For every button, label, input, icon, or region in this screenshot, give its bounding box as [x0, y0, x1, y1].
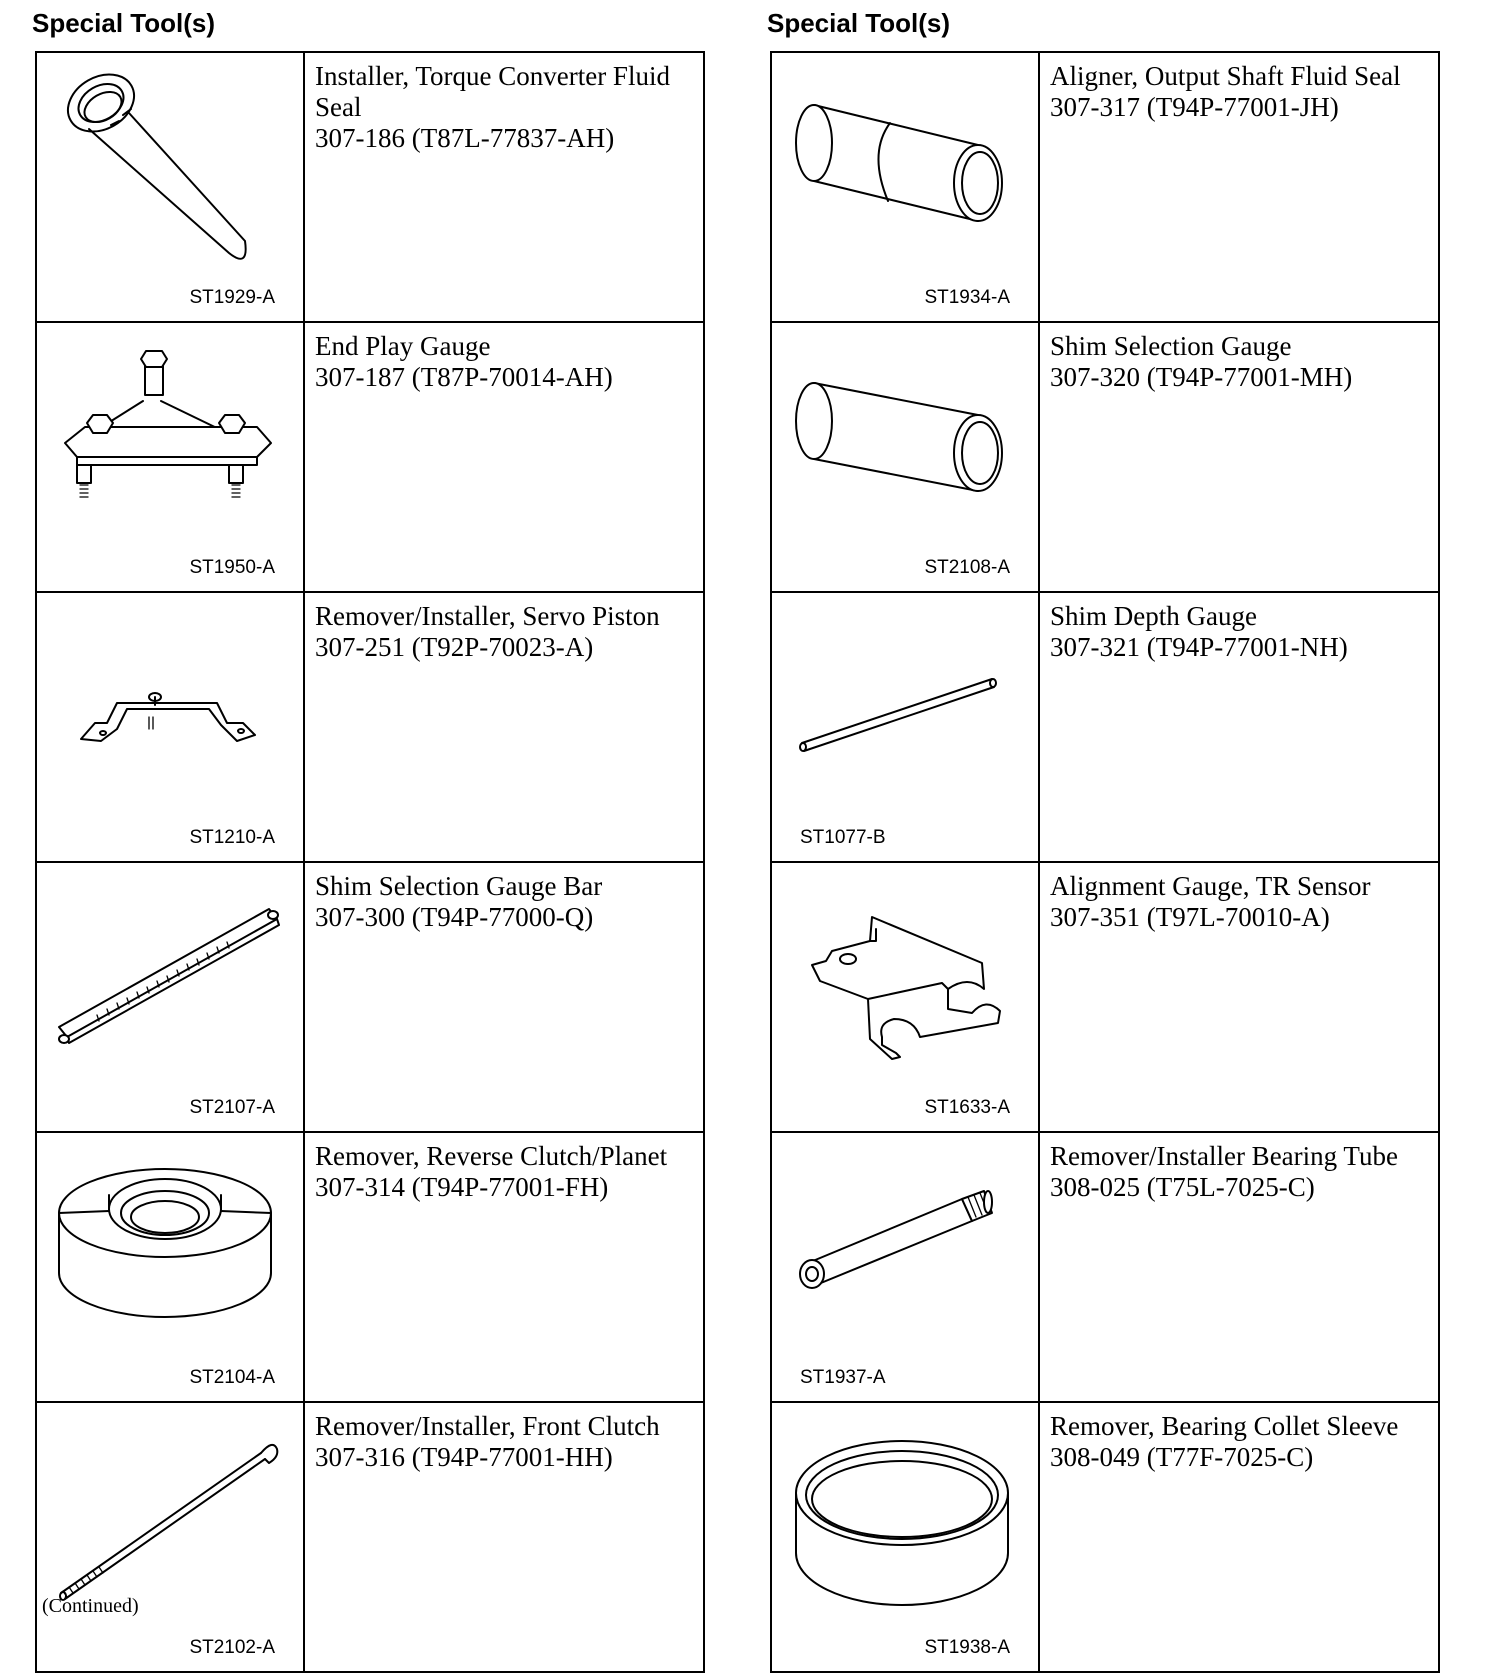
- table-row: [36, 862, 704, 1132]
- tool-illustration-cell: [771, 592, 1039, 862]
- tool-description-cell: [1039, 322, 1439, 592]
- end-play-gauge-icon: [37, 323, 303, 575]
- seal-installer-icon: [37, 53, 303, 305]
- tool-number: 307-300 (T94P-77000-Q): [315, 902, 594, 932]
- tool-illustration-cell: [36, 52, 304, 322]
- tool-illustration-cell: [36, 322, 304, 592]
- tool-description-cell: [1039, 1402, 1439, 1672]
- tool-illustration-cell: [36, 862, 304, 1132]
- table-row: [771, 1402, 1439, 1672]
- illustration-id: ST2107-A: [189, 1097, 275, 1118]
- table-row: [36, 1402, 704, 1672]
- tool-number: 307-316 (T94P-77001-HH): [315, 1442, 613, 1472]
- table-row: [36, 592, 704, 862]
- illustration-id: ST1937-A: [800, 1367, 886, 1388]
- tool-name: Remover/Installer, Front Clutch: [315, 1411, 660, 1441]
- table-row: [36, 1132, 704, 1402]
- depth-gauge-rod-icon: [772, 593, 1038, 845]
- illustration-id: ST2102-A: [189, 1637, 275, 1658]
- gauge-bar-icon: [37, 863, 303, 1115]
- tool-number: 307-321 (T94P-77001-NH): [1050, 632, 1348, 662]
- tool-illustration-cell: [771, 1132, 1039, 1402]
- illustration-id: ST2108-A: [924, 557, 1010, 578]
- illustration-id: ST1950-A: [189, 557, 275, 578]
- illustration-id: ST1210-A: [189, 827, 275, 848]
- tool-description-cell: [1039, 52, 1439, 322]
- tool-number: 308-049 (T77F-7025-C): [1050, 1442, 1314, 1472]
- tool-number: 308-025 (T75L-7025-C): [1050, 1172, 1315, 1202]
- illustration-id: ST1077-B: [800, 827, 886, 848]
- tool-name: Remover, Reverse Clutch/Planet: [315, 1141, 668, 1171]
- collet-sleeve-icon: [772, 1403, 1038, 1655]
- table-row: [771, 1132, 1439, 1402]
- tool-description-cell: [304, 1132, 704, 1402]
- tool-name: Alignment Gauge, TR Sensor: [1050, 871, 1371, 901]
- illustration-id: ST1633-A: [924, 1097, 1010, 1118]
- tool-name: Remover, Bearing Collet Sleeve: [1050, 1411, 1399, 1441]
- left-section-heading: Special Tool(s): [32, 8, 215, 38]
- servo-piston-tool-icon: [37, 593, 303, 845]
- tool-name: Shim Selection Gauge: [1050, 331, 1292, 361]
- tool-number: 307-351 (T97L-70010-A): [1050, 902, 1330, 932]
- tool-description-cell: [1039, 592, 1439, 862]
- tool-illustration-cell: [36, 1132, 304, 1402]
- table-row: [771, 862, 1439, 1132]
- tool-number: 307-317 (T94P-77001-JH): [1050, 92, 1339, 122]
- illustration-id: ST1929-A: [189, 287, 275, 308]
- tool-description-cell: [1039, 862, 1439, 1132]
- table-row: [771, 592, 1439, 862]
- illustration-id: ST1938-A: [924, 1637, 1010, 1658]
- tool-description-cell: [304, 52, 704, 322]
- tool-description-cell: [1039, 1132, 1439, 1402]
- tool-number: 307-251 (T92P-70023-A): [315, 632, 594, 662]
- right-special-tools-table: [770, 51, 1440, 1673]
- tool-number: 307-314 (T94P-77001-FH): [315, 1172, 609, 1202]
- tool-number: 307-320 (T94P-77001-MH): [1050, 362, 1353, 392]
- tool-number: 307-187 (T87P-70014-AH): [315, 362, 613, 392]
- tool-illustration-cell: [36, 592, 304, 862]
- tr-sensor-gauge-icon: [772, 863, 1038, 1115]
- tool-description-cell: [304, 862, 704, 1132]
- left-special-tools-table: [35, 51, 705, 1673]
- table-row: [771, 52, 1439, 322]
- illustration-id: ST2104-A: [189, 1367, 275, 1388]
- tool-illustration-cell: [771, 52, 1039, 322]
- right-section-heading: Special Tool(s): [767, 8, 950, 38]
- tool-name: Shim Depth Gauge: [1050, 601, 1257, 631]
- reverse-clutch-remover-icon: [37, 1133, 303, 1385]
- seal-aligner-icon: [772, 53, 1038, 305]
- tool-name: Installer, Torque Converter Fluid Seal: [315, 61, 670, 122]
- continued-note: (Continued): [42, 1595, 139, 1617]
- bearing-tube-tool-icon: [772, 1133, 1038, 1385]
- tool-name: Remover/Installer, Servo Piston: [315, 601, 660, 631]
- tool-description-cell: [304, 322, 704, 592]
- shim-selection-gauge-icon: [772, 323, 1038, 575]
- tool-illustration-cell: [36, 1402, 304, 1672]
- tool-number: 307-186 (T87L-77837-AH): [315, 123, 615, 153]
- tool-name: Aligner, Output Shaft Fluid Seal: [1050, 61, 1401, 91]
- tool-description-cell: [304, 1402, 704, 1672]
- tool-illustration-cell: [771, 862, 1039, 1132]
- table-row: [36, 322, 704, 592]
- tool-name: Remover/Installer Bearing Tube: [1050, 1141, 1398, 1171]
- tool-name: Shim Selection Gauge Bar: [315, 871, 603, 901]
- table-row: [771, 322, 1439, 592]
- tool-description-cell: [304, 592, 704, 862]
- illustration-id: ST1934-A: [924, 287, 1010, 308]
- tool-illustration-cell: [771, 1402, 1039, 1672]
- tool-name: End Play Gauge: [315, 331, 491, 361]
- table-row: [36, 52, 704, 322]
- tool-illustration-cell: [771, 322, 1039, 592]
